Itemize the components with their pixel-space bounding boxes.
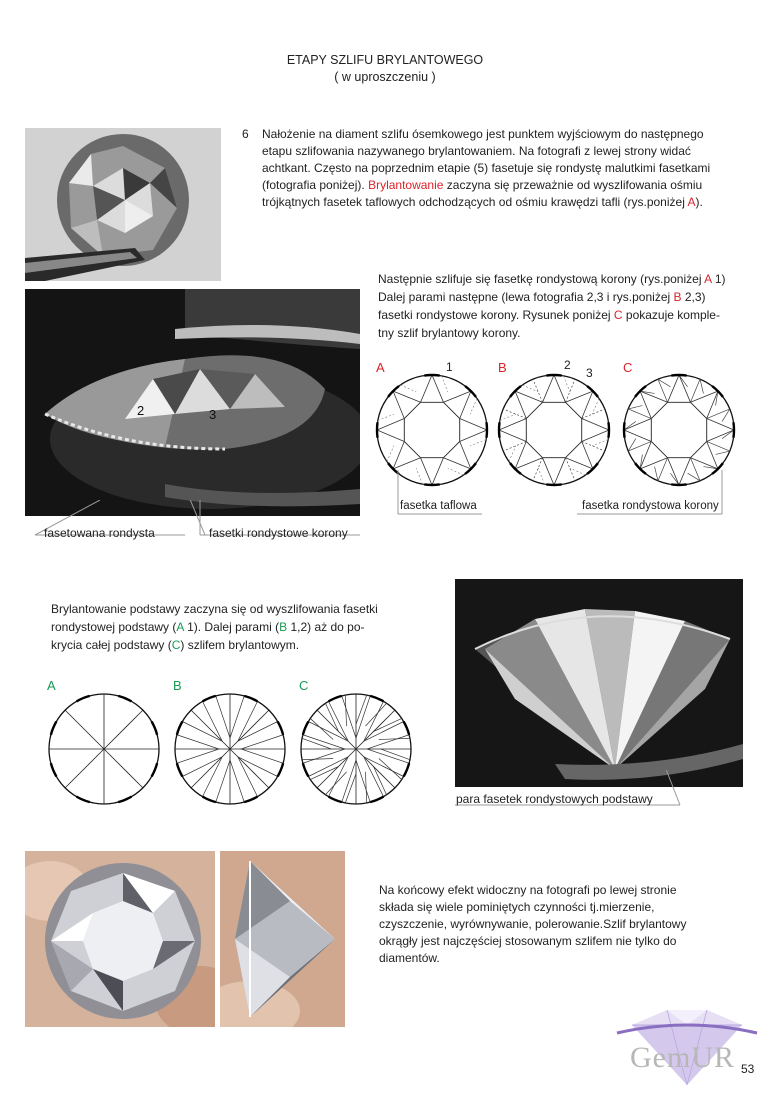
star-facet-edge (443, 391, 470, 418)
star-facet-edge (460, 419, 487, 442)
photo-finished-brilliant-side (220, 851, 345, 1027)
star-facet-edge (515, 441, 542, 468)
section2-line-3 (378, 306, 763, 324)
crown-callout-lines (372, 470, 770, 520)
text-run: pokazuje komple- (622, 308, 720, 322)
pavilion-lower-girdle-edge (325, 772, 346, 795)
letter-a: A (687, 195, 696, 209)
section1-line-2: etapu szlifowania nazywanego brylantowaniem. Na fotografi z lewej strony widać (262, 144, 691, 158)
table-facet (526, 402, 581, 457)
pavilion-diagram-label-a: A (47, 678, 56, 693)
star-facet-edge (499, 419, 526, 442)
photo-facet-label-2: 2 (137, 403, 145, 418)
text-run: Dalej parami następne (lewa fotografia 2,3 i rys.poniżej (378, 290, 674, 304)
section4-line-4: okrągły jest najczęściej stosowanym szlifem nie tylko do (379, 934, 677, 948)
girdle-mark (303, 722, 308, 735)
pavilion-main-edge (191, 749, 230, 788)
girdle-mark (77, 696, 90, 701)
star-facet-edge (640, 441, 667, 468)
section4-line-5: diamentów. (379, 951, 440, 965)
pavilion-main-edge (356, 710, 395, 749)
girdle-mark (486, 422, 487, 437)
page-number: 53 (741, 1062, 755, 1076)
text-run: trójkątnych fasetek taflowych odchodzących od ośmiu krawędzi tafli (rys.poniżej (262, 195, 688, 209)
pavilion-lower-girdle-edge (302, 738, 331, 749)
crown-diagram-label-c: C (623, 360, 633, 375)
girdle-facet-guide (564, 376, 570, 392)
pavilion-diagram-label-b: B (173, 678, 182, 693)
girdle-mark (671, 375, 686, 376)
pavilion-main-edge (317, 710, 356, 749)
star-facet-edge (393, 441, 420, 468)
girdle-mark (733, 422, 734, 437)
pavilion-lower-girdle-edge (310, 718, 333, 739)
star-facet-edge (690, 441, 717, 468)
photo-pavilion (455, 579, 743, 787)
text-run: (fotografia poniżej). (262, 178, 369, 192)
girdle-mark (278, 763, 283, 776)
girdle-facet-guide (387, 446, 394, 462)
star-facet-edge (624, 419, 651, 442)
star-facet-edge (543, 375, 566, 402)
text-run: 1). Dalej parami ( (183, 620, 280, 634)
photo-achtkant (25, 128, 221, 281)
girdle-mark (152, 722, 157, 735)
section3-line-3 (51, 636, 431, 654)
girdle-mark (177, 763, 182, 776)
callout-para-fasetek-rondystowych-podstawy: para fasetek rondystowych podstawy (456, 792, 653, 806)
girdle-mark (329, 696, 342, 701)
pavilion-lower-girdle-edge (365, 772, 366, 803)
section4-line-3: czyszczenie, wyrównywanie, polerowanie.Szlif brylantowy (379, 917, 687, 931)
text-run: fasetki rondystowe korony. Rysunek poniżej (378, 308, 614, 322)
letter-b: B (279, 620, 288, 634)
girdle-facet-guide (592, 440, 608, 446)
star-facet-edge (582, 419, 609, 442)
photo-crown-facets (25, 289, 360, 516)
text-run: zaczyna się przeważnie od wyszlifowania ośmiu (443, 178, 703, 192)
star-facet-edge (668, 375, 691, 402)
girdle-mark (329, 797, 342, 802)
star-facet-edge (690, 391, 717, 418)
girdle-mark (203, 696, 216, 701)
pavilion-lower-girdle-edge (302, 758, 333, 759)
girdle-mark (118, 696, 131, 701)
pavilion-main-edge (317, 749, 356, 788)
pavilion-diagram-a (45, 690, 163, 808)
text-run: Następnie szlifuje się fasetkę rondystową korony (rys.poniżej (378, 272, 705, 286)
section1-line-3: achtkant. Często na poprzednim etapie (5) fasetuje się rondystę malutkimi fasetkami (262, 161, 711, 175)
section3-text (51, 600, 431, 654)
section2-line-1 (378, 270, 763, 288)
girdle-mark (244, 696, 257, 701)
girdle-mark (388, 386, 399, 397)
star-facet-edge (515, 391, 542, 418)
pavilion-lower-girdle-edge (379, 738, 410, 739)
star-facet-edge (565, 391, 592, 418)
girdle-mark (177, 722, 182, 735)
pavilion-lower-girdle-edge (356, 695, 367, 724)
girdle-mark (404, 722, 409, 735)
girdle-mark (499, 422, 500, 437)
pavilion-main-edge (65, 749, 104, 788)
girdle-mark (624, 422, 625, 437)
crown-diagram-number-3: 3 (586, 366, 593, 380)
letter-b: B (673, 290, 682, 304)
pavilion-lower-girdle-edge (365, 703, 386, 726)
section4-text (379, 882, 759, 967)
page-title: ETAPY SZLIFU BRYLANTOWEGO (286, 53, 484, 67)
callout-fasetka-rondystowa-korony: fasetka rondystowa korony (582, 500, 719, 512)
pavilion-lower-girdle-edge (379, 758, 402, 779)
highlight-brylantowanie: Brylantowanie (368, 178, 444, 192)
girdle-mark (118, 797, 131, 802)
callout-fasetka-taflowa: fasetka taflowa (400, 500, 477, 512)
girdle-mark (244, 797, 257, 802)
table-facet (651, 402, 706, 457)
girdle-mark (152, 763, 157, 776)
pavilion-diagram-b (171, 690, 289, 808)
pavilion-main-edge (230, 710, 269, 749)
pavilion-diagram-label-c: C (299, 678, 309, 693)
girdle-mark (465, 386, 476, 397)
letter-a: A (176, 620, 184, 634)
page-title-block (0, 52, 770, 86)
section3-line-1: Brylantowanie podstawy zaczyna się od wyszlifowania fasetki (51, 602, 378, 616)
text-run: 1) (711, 272, 726, 286)
photo-finished-brilliant-top (25, 851, 215, 1027)
girdle-mark (587, 386, 598, 397)
text-run: 1,2) aż do po- (287, 620, 365, 634)
pavilion-diagram-c (297, 690, 415, 808)
girdle-facet-guide (500, 414, 516, 420)
girdle-facet-guide (400, 385, 416, 392)
girdle-mark (608, 422, 609, 437)
girdle-mark (278, 722, 283, 735)
girdle-mark (370, 797, 383, 802)
girdle-mark (51, 763, 56, 776)
crown-diagram-number-2: 2 (564, 358, 571, 372)
section1-text (262, 126, 762, 211)
pavilion-main-edge (65, 710, 104, 749)
girdle-facet-guide (442, 376, 448, 392)
pavilion-main-edge (191, 710, 230, 749)
text-run: ) szlifem brylantowym. (180, 638, 300, 652)
text-run: krycia całej podstawy ( (51, 638, 172, 652)
crown-diagram-number-1: 1 (446, 360, 453, 374)
star-facet-edge (421, 375, 444, 402)
girdle-mark (424, 375, 439, 376)
girdle-facet-guide (378, 414, 394, 420)
page-subtitle: ( w uproszczeniu ) (334, 70, 436, 84)
logo-text: GemUR (630, 1041, 735, 1074)
letter-c: C (613, 308, 623, 322)
pavilion-main-edge (356, 749, 395, 788)
section1-line-4 (262, 177, 762, 194)
girdle-facet-guide (470, 398, 477, 414)
pavilion-main-edge (104, 749, 143, 788)
girdle-mark (203, 797, 216, 802)
girdle-mark (77, 797, 90, 802)
girdle-facet-guide (470, 440, 486, 446)
callout-fasetki-rondystowe-korony: fasetki rondystowe korony (209, 526, 348, 540)
callout-fasetowana-rondysta: fasetowana rondysta (44, 526, 155, 540)
callout-line (165, 500, 205, 535)
girdle-mark (510, 386, 521, 397)
section4-line-1: Na końcowy efekt widoczny na fotografi po lewej stronie (379, 883, 677, 897)
crown-diagram-label-a: A (376, 360, 385, 375)
star-facet-edge (707, 419, 734, 442)
section4-line-2: składa się wiele pominiętych czynności tj.mierzenie, (379, 900, 655, 914)
crown-diagram-label-b: B (498, 360, 507, 375)
star-facet-edge (443, 441, 470, 468)
star-facet-edge (377, 419, 404, 442)
girdle-mark (303, 763, 308, 776)
pavilion-main-edge (230, 749, 269, 788)
section3-line-2 (51, 618, 431, 636)
girdle-facet-edge (700, 379, 703, 393)
section1-line-5 (262, 194, 762, 211)
pavilion-main-edge (104, 710, 143, 749)
gemur-logo (612, 1005, 762, 1089)
section1-line-1: Nałożenie na diament szlifu ósemkowego jest punktem wyjściowym do następnego (262, 127, 704, 141)
text-run: 2,3) (681, 290, 706, 304)
section1-number: 6 (242, 127, 249, 141)
letter-a: A (704, 272, 712, 286)
star-facet-edge (565, 441, 592, 468)
section2-text (378, 270, 763, 342)
photo-facet-label-3: 3 (209, 407, 217, 422)
girdle-facet-edge (628, 406, 642, 409)
girdle-mark (546, 375, 561, 376)
girdle-mark (370, 696, 383, 701)
text-run: ). (695, 195, 703, 209)
text-run: rondystowej podstawy ( (51, 620, 177, 634)
pavilion-lower-girdle-edge (345, 695, 346, 726)
star-facet-edge (640, 391, 667, 418)
girdle-facet-edge (716, 451, 730, 454)
pavilion-lower-girdle-edge (345, 774, 356, 803)
girdle-mark (51, 722, 56, 735)
pavilion-lower-girdle-edge (381, 749, 410, 760)
star-facet-edge (393, 391, 420, 418)
letter-c: C (171, 638, 181, 652)
table-facet (404, 402, 459, 457)
section2-line-4: tny szlif brylantowy korony. (378, 326, 521, 340)
girdle-mark (404, 763, 409, 776)
section2-line-2 (378, 288, 763, 306)
girdle-mark (377, 422, 378, 437)
